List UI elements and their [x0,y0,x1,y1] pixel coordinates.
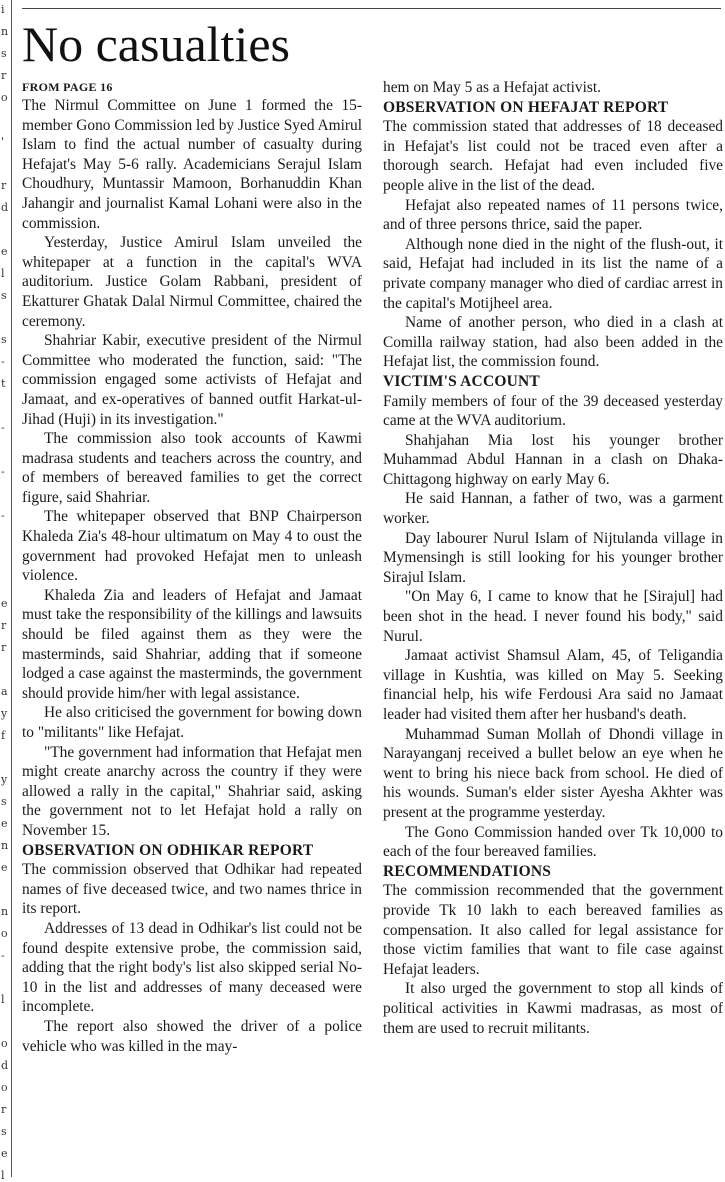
article-paragraph: The commission observed that Odhikar had repeated names of five deceased twice, and two names thrice in its report. [22,861,362,918]
kicker: FROM PAGE 16 [22,80,113,94]
article-paragraph: Name of another person, who died in a clash at Comilla railway station, had also been added in the Hefajat list, the commission found. [383,314,723,371]
gutter-letter: a [1,685,8,698]
gutter-letter: s [1,333,7,346]
gutter-letter: s [1,795,7,808]
gutter-letter: n [1,839,9,852]
article-paragraph: The Gono Commission handed over Tk 10,000 to each of the four bereaved families. [383,823,723,861]
article-paragraph: Muhammad Suman Mollah of Dhondi village in Narayanganj received a bullet below an eye when he went to bring his niece back from school. He died of his wounds. Suman's elder sister Ayesha Akhter was present at the programme yesterday. [383,725,723,821]
gutter-letter: d [1,201,9,214]
headline: No casualties [22,16,290,72]
article-paragraph: It also urged the government to stop all kinds of political activities in Kawmi madrasas, as most of them are used to recruit militants. [383,980,723,1037]
article-paragraph: Day labourer Nurul Islam of Nijtulanda village in Mymensingh is still looking for his younger brother Sirajul Islam. [383,529,723,586]
article-paragraph: Addresses of 13 dead in Odhikar's list could not be found despite extensive probe, the commission said, adding that the right body's list also skipped serial No-10 in the list and addresses of many deceased were incomplete. [22,919,362,1016]
gutter-letter: r [1,69,7,82]
article-paragraph: Jamaat activist Shamsul Alam, 45, of Teligandia village in Kushtia, was killed on May 5. Seeking financial help, his wife Ferdousi Ara said no Jamaat leader had visited them after her husband's death. [383,647,723,723]
article-paragraph: The commission recommended that the government provide Tk 10 lakh to each bereaved families as compensation. It also called for legal assistance for those victim families that want to file case against Hefajat leaders. [383,882,723,978]
article-paragraph: hem on May 5 as a Hefajat activist. [383,79,601,96]
gutter-letter: o [1,91,8,104]
article-paragraph: Shahjahan Mia lost his younger brother Muhammad Abdul Hannan in a clash on Dhaka-Chittagong highway on early May 6. [383,431,723,488]
gutter-letter: s [1,47,7,60]
gutter-letter: f [1,729,6,742]
article-paragraph: He also criticised the government for bowing down to "militants" like Hefajat. [22,704,362,741]
gutter-letter: o [1,927,8,940]
gutter-letter: ' [1,135,5,148]
gutter-letter: n [1,25,9,38]
article-paragraph: Shahriar Kabir, executive president of the Nirmul Committee who moderated the function, said: "The commission engaged some activists of Hefajat and Jamaat, and ex-operatives of banned outfit Harkat-ul-Jihad (Huji) in its investigation." [22,332,362,428]
article-paragraph: "On May 6, I came to know that he [Sirajul] had been shot in the head. I never found his body," said Nurul. [383,588,723,645]
section-subhead: OBSERVATION ON ODHIKAR REPORT [22,841,314,859]
left-column [22,78,362,1056]
gutter-letter: y [1,707,8,720]
section-subhead: RECOMMENDATIONS [383,862,552,880]
left-column-body [22,96,362,1056]
article-paragraph: The commission stated that addresses of 18 deceased in Hefajat's list could not be traced even after a thorough search. Hefajat had even included five people alive in the list of the dead. [383,118,723,194]
gutter-letter: l [1,267,5,280]
article-paragraph: The commission also took accounts of Kawmi madrasa students and teachers across the country, and of members of bereaved families to get the correct figure, said Shahriar. [22,430,362,506]
gutter-letter: r [1,641,7,654]
gutter-letter: r [1,179,7,192]
article-paragraph: The report also showed the driver of a police vehicle who was killed in the may- [22,1017,362,1055]
gutter-letter: o [1,1081,8,1094]
gutter-letter: l [1,1169,5,1182]
gutter-letter: y [1,773,8,786]
gutter-letter: - [1,465,5,478]
gutter-letter: o [1,1037,8,1050]
gutter-letter: - [1,355,5,368]
article-paragraph: Although none died in the night of the flush-out, it said, Hefajat had included in its list the name of a private company manager who died of cardiac arrest in the capital's Motijheel area. [383,235,723,312]
previous-column-edge [0,0,12,1182]
right-column [383,78,723,1038]
article-paragraph: Hefajat also repeated names of 11 persons twice, and of three persons thrice, said the paper. [383,196,723,234]
gutter-letter: e [1,1147,8,1160]
section-subhead: OBSERVATION ON HEFAJAT REPORT [383,98,669,116]
right-column-body [383,78,723,1038]
gutter-letter: n [1,905,9,918]
article-paragraph: Khaleda Zia and leaders of Hefajat and Jamaat must take the responsibility of the killings and lawsuits should be filed against them as they were the masterminds, said Shahriar, adding that if someone lodged a case against the masterminds, the government should provide him/her with legal assistance. [22,586,362,702]
section-subhead: VICTIM'S ACCOUNT [383,372,540,390]
gutter-letter: e [1,817,8,830]
gutter-letter: e [1,245,8,258]
gutter-letter: - [1,421,5,434]
gutter-letter: e [1,861,8,874]
gutter-letter: e [1,597,8,610]
gutter-letter: r [1,1103,7,1116]
gutter-letter: - [1,509,5,522]
gutter-letter: l [1,993,5,1006]
article-paragraph: "The government had information that Hefajat men might create anarchy across the country if they were allowed a rally in the capital," Shahriar said, asking the government not to let Hefajat hold a rally on November 15. [22,743,362,839]
article-paragraph: The whitepaper observed that BNP Chairperson Khaleda Zia's 48-hour ultimatum on May 4 to oust the government had provoked Hefajat men to unleash violence. [22,508,362,585]
article-paragraph: Family members of four of the 39 deceased yesterday came at the WVA auditorium. [383,392,723,430]
article-paragraph: He said Hannan, a father of two, was a garment worker. [383,490,723,528]
gutter-letter: i [1,3,5,16]
article-paragraph: Yesterday, Justice Amirul Islam unveiled the whitepaper at a function in the capital's WVA auditorium. Justice Golam Rabbani, president of Ekatturer Ghatak Dalal Nirmul Committee, chaired the ceremony. [22,234,362,330]
top-rule [22,8,721,9]
gutter-letter: s [1,289,7,302]
gutter-letter: r [1,619,7,632]
gutter-letter: t [1,377,6,390]
article-paragraph: The Nirmul Committee on June 1 formed the 15-member Gono Commission led by Justice Syed Amirul Islam to find the actual number of casualty during Hefajat's May 5-6 rally. Academicians Serajul Islam Choudhury, Muntassir Mamoon, Borhanuddin Khan Jahangir and journalist Kamal Lohani were also in the commission. [22,97,362,232]
gutter-letter: s [1,1125,7,1138]
gutter-letter: d [1,1059,9,1072]
gutter-letter: - [1,949,5,962]
